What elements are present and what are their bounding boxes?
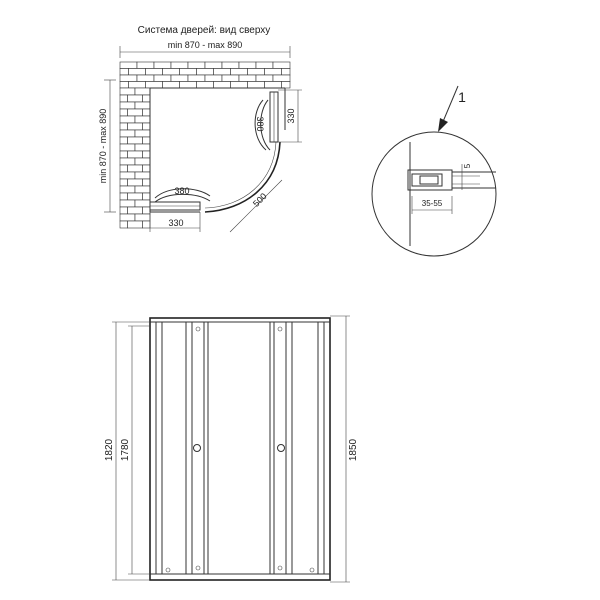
brick [120, 109, 128, 116]
brick [205, 75, 222, 82]
brick [282, 69, 291, 76]
side-panel-right-label: 330 [286, 108, 296, 124]
brick [120, 102, 135, 109]
brick [120, 193, 128, 200]
depth-range-label: min 870 - max 890 [98, 108, 108, 184]
brick [120, 130, 135, 137]
brick [120, 214, 135, 221]
top-view-title: Система дверей: вид сверху [137, 25, 271, 36]
brick [273, 75, 290, 82]
brick [171, 62, 188, 69]
curved-front-arc [205, 142, 280, 212]
brick [231, 82, 248, 89]
brick-wall-top [120, 62, 290, 88]
height-inner-left-dimension [120, 326, 150, 574]
brick [231, 69, 248, 76]
brick [137, 75, 154, 82]
brick-wall-left [120, 88, 150, 228]
brick [143, 221, 151, 228]
brick [128, 179, 143, 186]
brick [137, 62, 154, 69]
gap-label: 5 [463, 163, 472, 169]
brick [128, 123, 143, 130]
right-side-panel [270, 90, 302, 142]
brick [129, 82, 146, 89]
callout-leader [442, 86, 458, 124]
detail-callout-number: 1 [458, 89, 466, 105]
brick [120, 158, 135, 165]
tray-outline [150, 88, 285, 212]
brick [120, 116, 135, 123]
profile-detail [408, 142, 496, 246]
brick [163, 69, 180, 76]
height-right-dimension [330, 316, 359, 582]
brick [222, 62, 239, 69]
callout-arrowhead [438, 118, 448, 132]
detail-view [372, 86, 496, 256]
brick [135, 158, 150, 165]
brick [135, 200, 150, 207]
brick [265, 82, 282, 89]
brick [239, 75, 256, 82]
right-door-handle [278, 445, 285, 452]
brick [256, 62, 273, 69]
brick [120, 82, 129, 89]
brick [129, 69, 146, 76]
brick [135, 88, 150, 95]
brick [205, 62, 222, 69]
brick [265, 69, 282, 76]
brick [120, 144, 135, 151]
brick [214, 69, 231, 76]
brick [197, 82, 214, 89]
brick [120, 200, 135, 207]
brick [135, 102, 150, 109]
brick [143, 95, 151, 102]
brick [143, 151, 151, 158]
brick [135, 116, 150, 123]
height-outer-left-label: 1820 [104, 438, 115, 462]
brick [239, 62, 256, 69]
brick [120, 165, 128, 172]
brick [163, 82, 180, 89]
brick [135, 214, 150, 221]
brick [128, 207, 143, 214]
brick [128, 109, 143, 116]
height-inner-left-label: 1780 [120, 438, 131, 462]
brick [146, 69, 163, 76]
brick [180, 69, 197, 76]
brick [143, 165, 151, 172]
brick [248, 82, 265, 89]
brick [188, 75, 205, 82]
height-right-label: 1850 [348, 438, 359, 462]
top-view [98, 25, 302, 232]
brick [120, 88, 135, 95]
brick [143, 109, 151, 116]
brick [120, 95, 128, 102]
adjust-dimension [412, 196, 452, 214]
brick [197, 69, 214, 76]
brick [143, 137, 151, 144]
brick [120, 137, 128, 144]
brick [143, 207, 151, 214]
front-view [104, 316, 359, 582]
brick [256, 75, 273, 82]
width-range-label: min 870 - max 890 [167, 40, 243, 50]
brick [143, 123, 151, 130]
brick [135, 186, 150, 193]
brick [282, 82, 291, 89]
brick [273, 62, 290, 69]
adjust-range-label: 35-55 [421, 199, 443, 208]
bottom-door [155, 186, 210, 202]
brick [135, 144, 150, 151]
brick [128, 221, 143, 228]
brick [128, 165, 143, 172]
detail-circle [372, 132, 496, 256]
brick [120, 69, 129, 76]
brick [154, 62, 171, 69]
width-dimension [120, 40, 290, 58]
left-door-handle [194, 445, 201, 452]
door-right-label: 380 [255, 116, 265, 132]
brick [120, 151, 128, 158]
side-panel-bottom-label: 330 [168, 218, 184, 228]
brick [188, 62, 205, 69]
brick [120, 172, 135, 179]
brick [128, 95, 143, 102]
brick [128, 193, 143, 200]
brick [128, 137, 143, 144]
brick [143, 193, 151, 200]
brick [120, 207, 128, 214]
brick [128, 151, 143, 158]
brick [120, 186, 135, 193]
bottom-side-panel [150, 202, 200, 232]
brick [120, 179, 128, 186]
brick [180, 82, 197, 89]
brick [154, 75, 171, 82]
brick [248, 69, 265, 76]
outer-frame [150, 318, 330, 580]
brick [222, 75, 239, 82]
radius-label: 500 [251, 191, 269, 209]
right-door [255, 100, 270, 150]
brick [146, 82, 163, 89]
brick [135, 130, 150, 137]
depth-dimension [98, 80, 116, 212]
brick [120, 75, 137, 82]
brick [120, 221, 128, 228]
door-bottom-label: 380 [174, 186, 190, 196]
brick [120, 62, 137, 69]
brick [143, 179, 151, 186]
brick [214, 82, 231, 89]
brick [135, 172, 150, 179]
brick [171, 75, 188, 82]
brick [120, 123, 128, 130]
vertical-profiles [156, 322, 324, 574]
